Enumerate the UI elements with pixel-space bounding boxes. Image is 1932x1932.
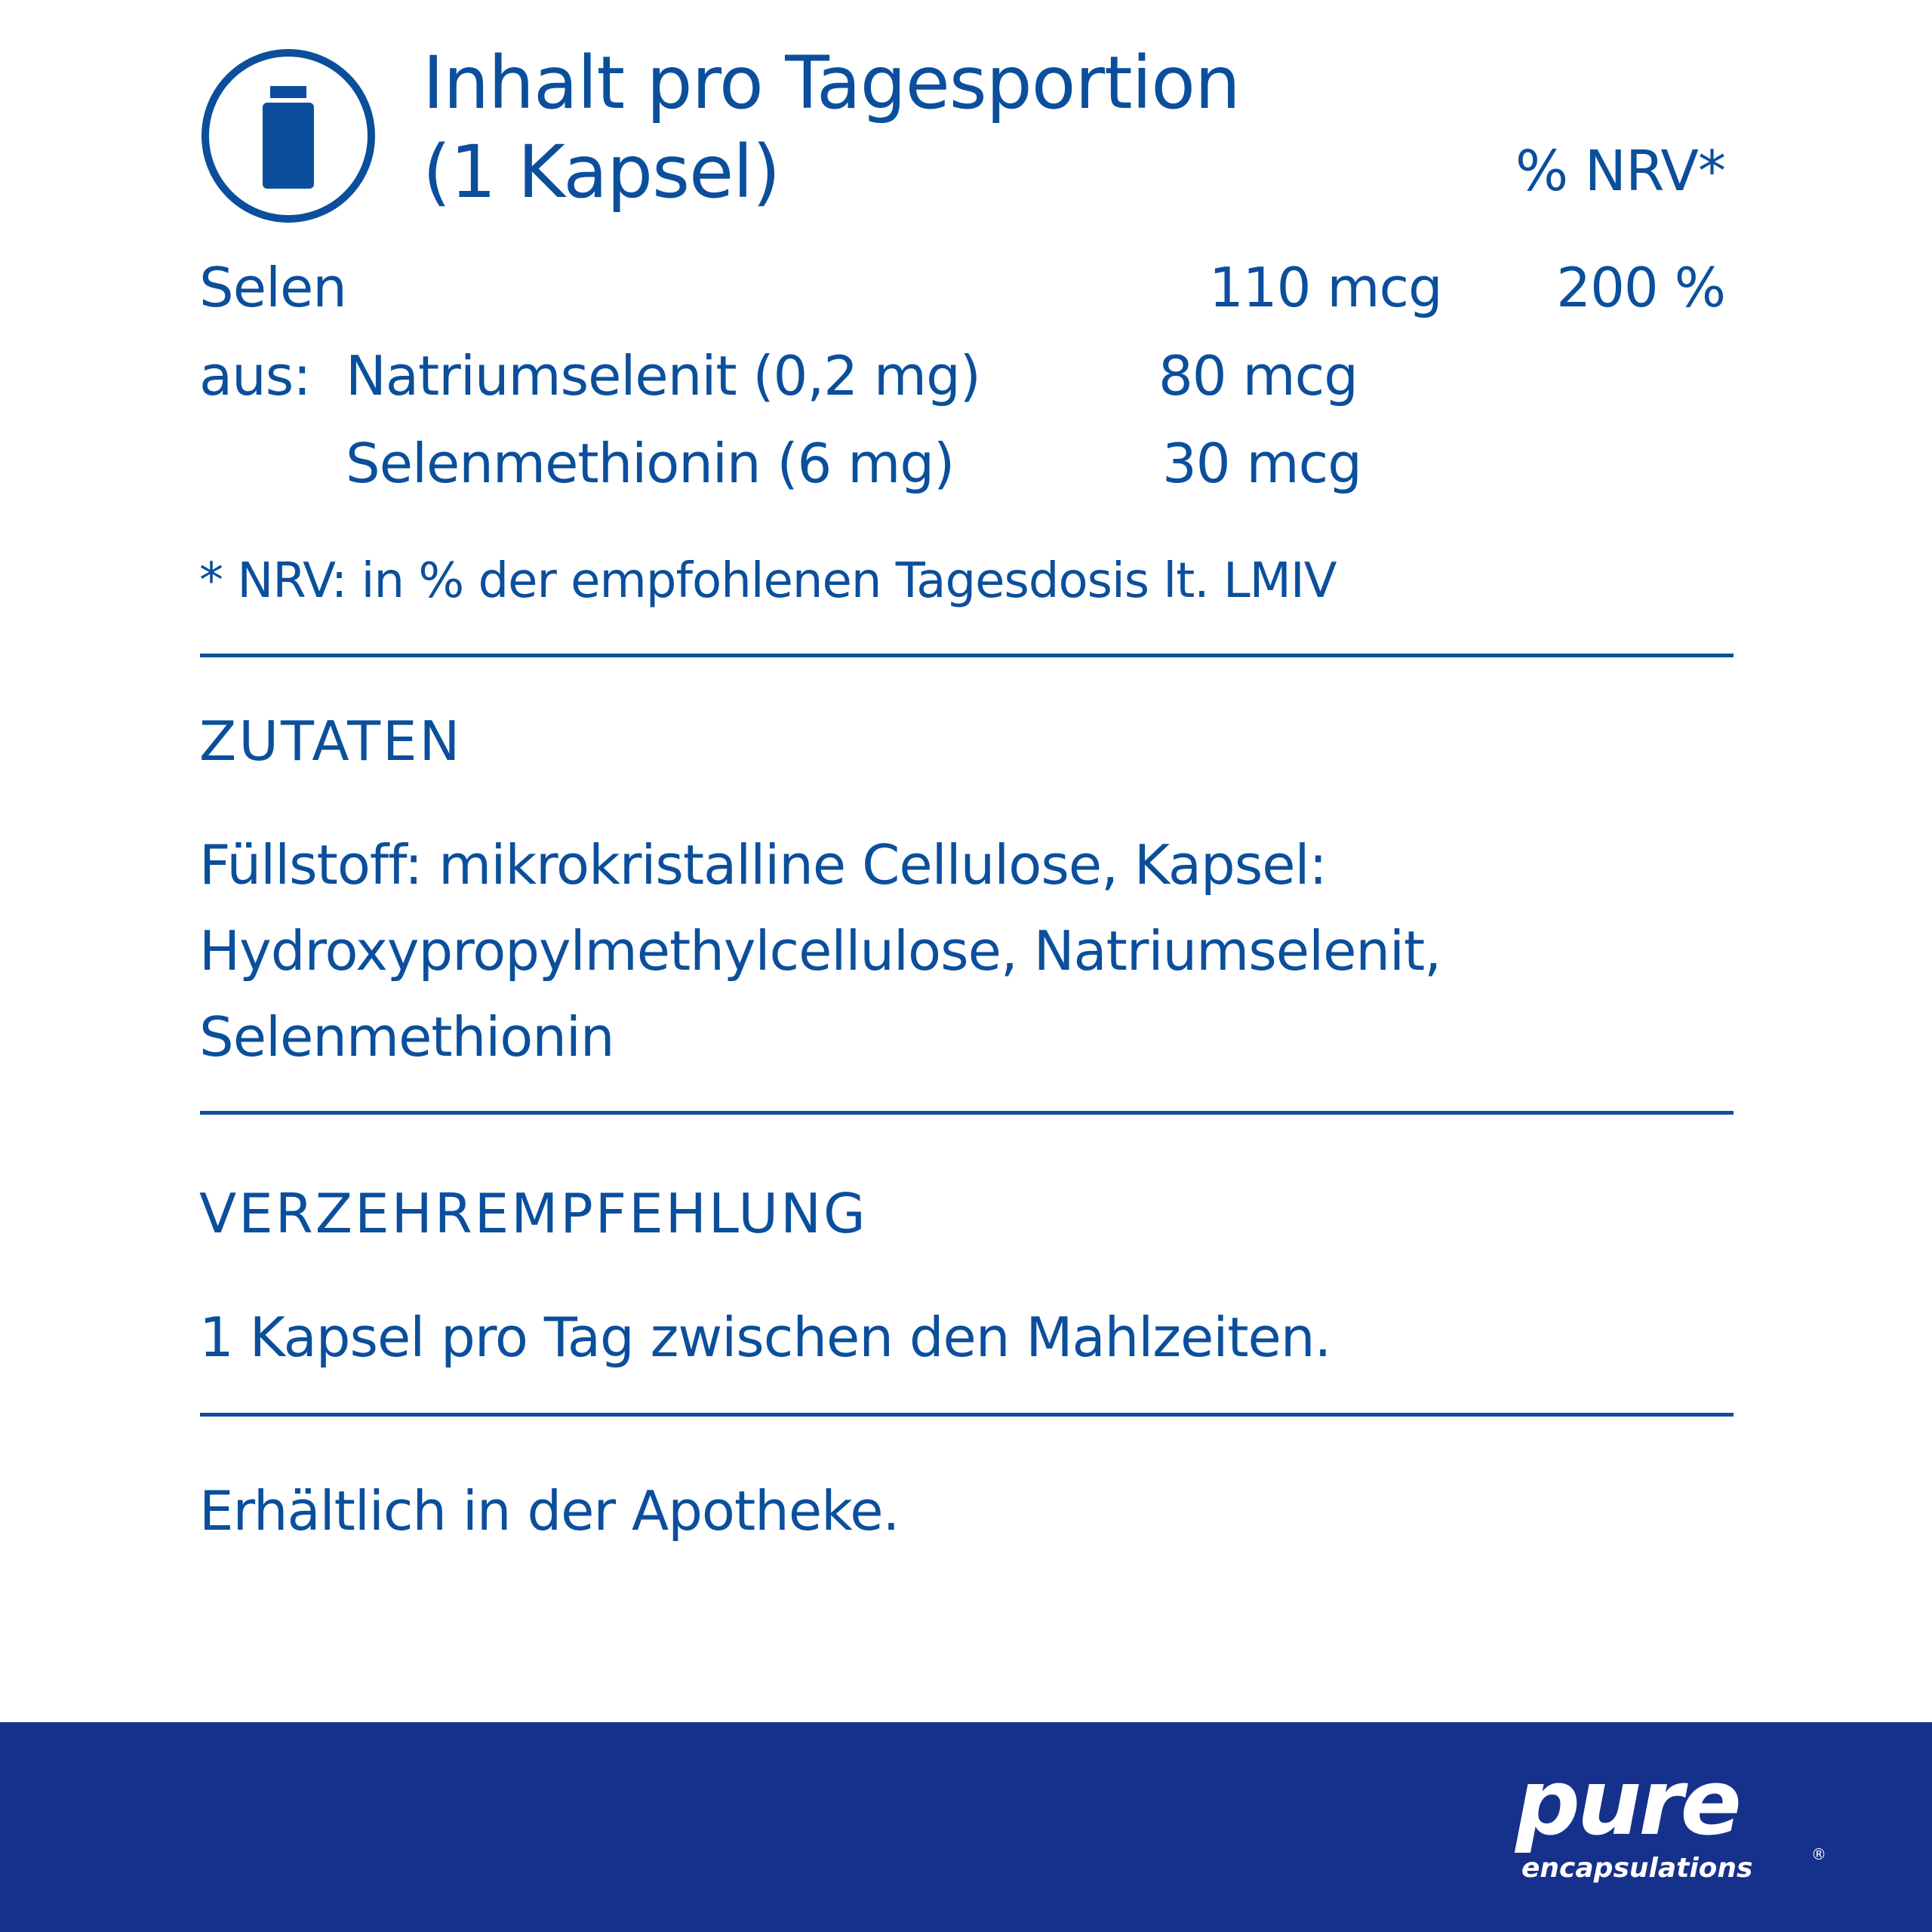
- nutrient-name: Selen: [199, 256, 346, 319]
- source-amount: 80 mcg: [1158, 344, 1358, 408]
- ingredients-line: Selenmethionin: [199, 1005, 614, 1069]
- source-amount: 30 mcg: [1162, 432, 1361, 495]
- panel-title: Inhalt pro Tagesportion: [423, 41, 1240, 125]
- recommendation-text: 1 Kapsel pro Tag zwischen den Mahlzeiten.: [199, 1306, 1331, 1369]
- source-name: Selenmethionin (6 mg): [346, 432, 955, 495]
- brand-logo-subline: encapsulations: [1521, 1853, 1753, 1884]
- nrv-footnote: * NRV: in % der empfohlenen Tagesdosis lt. LMIV: [199, 553, 1337, 609]
- availability-note: Erhältlich in der Apotheke.: [199, 1479, 900, 1543]
- footer-band: [0, 1722, 1932, 1932]
- brand-logo-wordmark: pure: [1515, 1752, 1739, 1856]
- divider: [200, 654, 1734, 657]
- divider: [200, 1413, 1734, 1417]
- divider: [200, 1111, 1734, 1115]
- ingredients-heading: ZUTATEN: [199, 709, 463, 773]
- ingredients-line: Füllstoff: mikrokristalline Cellulose, Kapsel:: [199, 833, 1327, 897]
- brand-logo: [1509, 1752, 1841, 1888]
- source-name: Natriumselenit (0,2 mg): [346, 344, 980, 408]
- nutrient-amount: 110 mcg: [1209, 256, 1442, 319]
- capsule-jar-icon: [201, 48, 376, 223]
- nutrient-nrv: 200 %: [1556, 256, 1725, 319]
- nrv-column-header: % NRV*: [1515, 139, 1725, 204]
- brand-logo-registered: ®: [1811, 1845, 1826, 1863]
- ingredients-line: Hydroxypropylmethylcellulose, Natriumselenit,: [199, 919, 1441, 983]
- panel-subtitle: (1 Kapsel): [423, 130, 780, 214]
- recommendation-heading: VERZEHREMPFEHLUNG: [199, 1182, 868, 1245]
- source-prefix: aus:: [199, 344, 311, 408]
